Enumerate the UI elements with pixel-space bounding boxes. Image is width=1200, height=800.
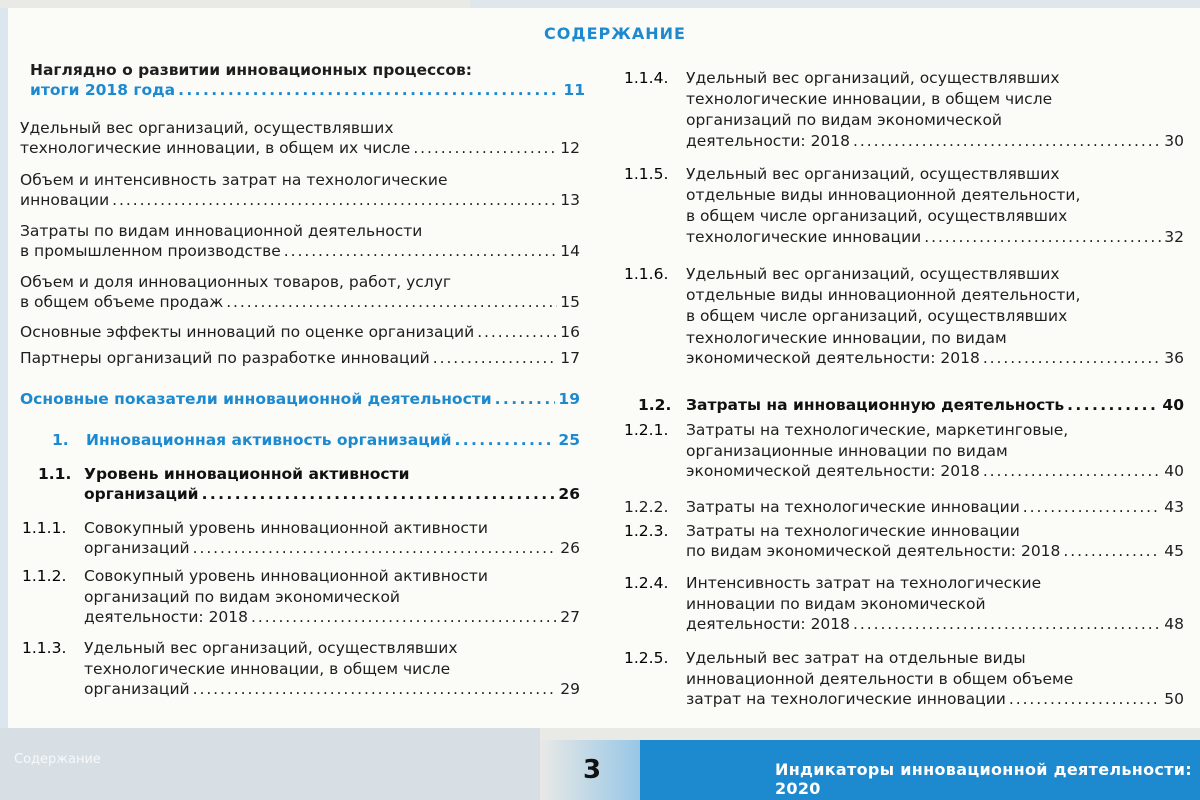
toc-page-number: 50 (1164, 690, 1184, 709)
toc-entry-text: Инновационная активность организаций (86, 431, 452, 449)
toc-entry-text: Удельный вес затрат на отдельные виды (686, 649, 1026, 667)
dot-leader (495, 390, 556, 409)
toc-entry-intro[interactable] (30, 60, 585, 100)
toc-entry[interactable] (20, 272, 580, 312)
toc-entry-text: Затраты на технологические, маркетинговые, (686, 421, 1069, 439)
toc-entry[interactable] (624, 498, 1184, 517)
toc-entry-text: в промышленном производстве (20, 242, 281, 261)
toc-page-number: 16 (560, 323, 580, 341)
toc-entry-text: в общем числе организаций, осуществлявших (686, 207, 1068, 226)
toc-page-number: 45 (1164, 542, 1184, 561)
toc-entry[interactable] (624, 264, 1184, 368)
toc-entry-text: инновации по видам экономической (686, 595, 986, 614)
toc-page-number: 12 (560, 139, 580, 158)
toc-entry-text: технологические инновации (686, 227, 922, 246)
dot-leader (178, 81, 560, 100)
toc-entry-number: 1.2. (638, 396, 672, 414)
toc-entry-text: деятельности: 2018 (84, 608, 249, 627)
dot-leader (193, 680, 558, 699)
toc-entry[interactable] (22, 566, 580, 627)
toc-entry-text: Объем и интенсивность затрат на технологические (20, 171, 448, 189)
toc-entry[interactable] (22, 518, 580, 558)
toc-entry-text: технологические инновации, в общем их числе (20, 139, 411, 158)
toc-entry-text: Затраты по видам инновационной деятельности (20, 222, 423, 240)
dot-leader (477, 323, 557, 342)
dot-leader (1009, 690, 1161, 709)
toc-entry-text: в общем числе организаций, осуществлявших (686, 307, 1068, 326)
toc-entry-number: 1.2.3. (624, 522, 669, 540)
toc-entry-text: Затраты на технологические инновации (686, 498, 1020, 516)
dot-leader (853, 132, 1161, 151)
toc-entry-text: Партнеры организаций по разработке инноваций (20, 349, 430, 367)
toc-page-number: 27 (560, 608, 580, 627)
toc-entry-text: организационные инновации по видам (686, 442, 1008, 461)
toc-entry-text: технологические инновации, по видам (686, 328, 1007, 347)
dot-leader (983, 462, 1161, 481)
toc-entry-text: Удельный вес организаций, осуществлявших (686, 165, 1060, 183)
dot-leader (284, 242, 557, 261)
toc-entry-number: 1.1.1. (22, 519, 67, 537)
footer-title: Индикаторы инновационной деятельности: 2020 (775, 760, 1192, 798)
toc-entry-text: Совокупный уровень инновационной активности (84, 519, 488, 537)
toc-entry-number: 1.2.1. (624, 421, 669, 439)
toc-entry-text: инновационной деятельности в общем объеме (686, 670, 1074, 689)
toc-page-number: 32 (1164, 227, 1184, 246)
toc-entry[interactable] (22, 638, 580, 699)
dot-leader (853, 615, 1161, 634)
toc-entry-text: организаций (84, 680, 190, 699)
toc-page-number: 43 (1164, 498, 1184, 516)
toc-entry[interactable] (20, 170, 580, 210)
toc-page-number: 48 (1164, 615, 1184, 634)
toc-entry-number: 1.1. (38, 465, 72, 483)
toc-entry-text: Удельный вес организаций, осуществлявших (686, 265, 1060, 283)
toc-page-number: 19 (558, 390, 580, 408)
toc-page-number: 40 (1164, 462, 1184, 481)
toc-entry-text: Наглядно о развитии инновационных процессов: (30, 61, 472, 79)
toc-entry-number: 1. (52, 431, 69, 449)
toc-page-number: 13 (560, 191, 580, 210)
toc-page-number: 26 (558, 485, 580, 504)
dot-leader (413, 139, 557, 158)
dot-leader (1063, 542, 1161, 561)
toc-entry-number: 1.1.3. (22, 639, 67, 657)
toc-entry[interactable] (20, 118, 580, 158)
dot-leader (924, 228, 1161, 247)
dot-leader (226, 293, 557, 312)
toc-entry[interactable] (20, 221, 580, 261)
toc-entry[interactable] (624, 68, 1184, 150)
toc-title: СОДЕРЖАНИЕ (544, 24, 686, 43)
toc-page-number: 11 (563, 81, 585, 100)
toc-entry-text: Удельный вес организаций, осуществлявших (20, 119, 394, 137)
toc-entry-text: отдельные виды инновационной деятельности, (686, 186, 1081, 205)
toc-entry-main-indicators[interactable] (20, 390, 580, 409)
toc-entry-text: Затраты на технологические инновации (686, 522, 1020, 540)
toc-entry-number: 1.1.5. (624, 165, 669, 183)
dot-leader (112, 191, 557, 210)
toc-entry-number: 1.2.5. (624, 649, 669, 667)
dot-leader (454, 431, 555, 450)
dot-leader (433, 349, 558, 368)
toc-page-number: 14 (560, 242, 580, 261)
toc-page-number: 17 (560, 349, 580, 367)
toc-entry-section-1-2[interactable] (638, 396, 1184, 415)
toc-entry-text: по видам экономической деятельности: 2018 (686, 542, 1061, 561)
toc-entry-text: Объем и доля инновационных товаров, работ, услуг (20, 273, 452, 291)
toc-entry-text: отдельные виды инновационной деятельности, (686, 286, 1081, 305)
toc-entry-section-1-1[interactable] (38, 464, 580, 504)
toc-entry-text: организаций (84, 485, 199, 504)
dot-leader (1067, 396, 1159, 415)
toc-entry-text: Удельный вес организаций, осуществлявших (84, 639, 458, 657)
toc-entry-text: организаций (84, 539, 190, 558)
dot-leader (1023, 498, 1161, 517)
toc-entry[interactable] (20, 323, 580, 342)
toc-entry-text: в общем объеме продаж (20, 293, 224, 312)
toc-entry-text: технологические инновации, в общем числе (84, 660, 451, 679)
toc-entry-text: затрат на технологические инновации (686, 690, 1006, 709)
toc-page-number: 15 (560, 293, 580, 312)
toc-page-number: 26 (560, 539, 580, 558)
toc-entry-number: 1.2.2. (624, 498, 669, 516)
toc-entry[interactable] (624, 648, 1184, 709)
toc-entry-text: Удельный вес организаций, осуществлявших (686, 69, 1060, 87)
toc-entry-chapter-1[interactable] (52, 431, 580, 450)
page-number: 3 (583, 755, 602, 785)
toc-entry-text: организаций по видам экономической (84, 588, 400, 607)
toc-entry-number: 1.2.4. (624, 574, 669, 592)
dot-leader (202, 485, 556, 504)
toc-entry-text: инновации (20, 191, 110, 210)
toc-entry[interactable] (20, 349, 580, 368)
toc-entry-text: итоги 2018 года (30, 81, 176, 100)
toc-entry[interactable] (624, 164, 1184, 246)
dot-leader (983, 349, 1161, 368)
toc-entry-number: 1.1.4. (624, 69, 669, 87)
toc-entry-text: Основные эффекты инноваций по оценке организаций (20, 323, 475, 341)
toc-entry-text: экономической деятельности: 2018 (686, 462, 980, 481)
toc-entry-text: Основные показатели инновационной деятельности (20, 390, 492, 408)
dot-leader (251, 608, 557, 627)
toc-entry-text: деятельности: 2018 (686, 131, 851, 150)
toc-entry-text: экономической деятельности: 2018 (686, 348, 980, 367)
toc-entry[interactable] (624, 521, 1184, 561)
dot-leader (193, 539, 558, 558)
toc-entry-text: технологические инновации, в общем числе (686, 90, 1053, 109)
toc-entry-number: 1.1.6. (624, 265, 669, 283)
toc-entry-text: Интенсивность затрат на технологические (686, 574, 1042, 592)
toc-page-number: 36 (1164, 348, 1184, 367)
toc-entry-text: организаций по видам экономической (686, 111, 1002, 130)
toc-entry[interactable] (624, 573, 1184, 634)
toc-page-number: 40 (1162, 396, 1184, 414)
toc-page-number: 25 (558, 431, 580, 449)
toc-entry-text: Затраты на инновационную деятельность (686, 396, 1065, 414)
toc-page-number: 29 (560, 680, 580, 699)
toc-page-number: 30 (1164, 131, 1184, 150)
footer-section-label: Содержание (14, 752, 101, 767)
toc-entry-number: 1.1.2. (22, 567, 67, 585)
toc-entry-text: Уровень инновационной активности (84, 465, 410, 483)
toc-entry[interactable] (624, 420, 1184, 481)
toc-entry-text: Совокупный уровень инновационной активности (84, 567, 488, 585)
toc-entry-text: деятельности: 2018 (686, 615, 851, 634)
